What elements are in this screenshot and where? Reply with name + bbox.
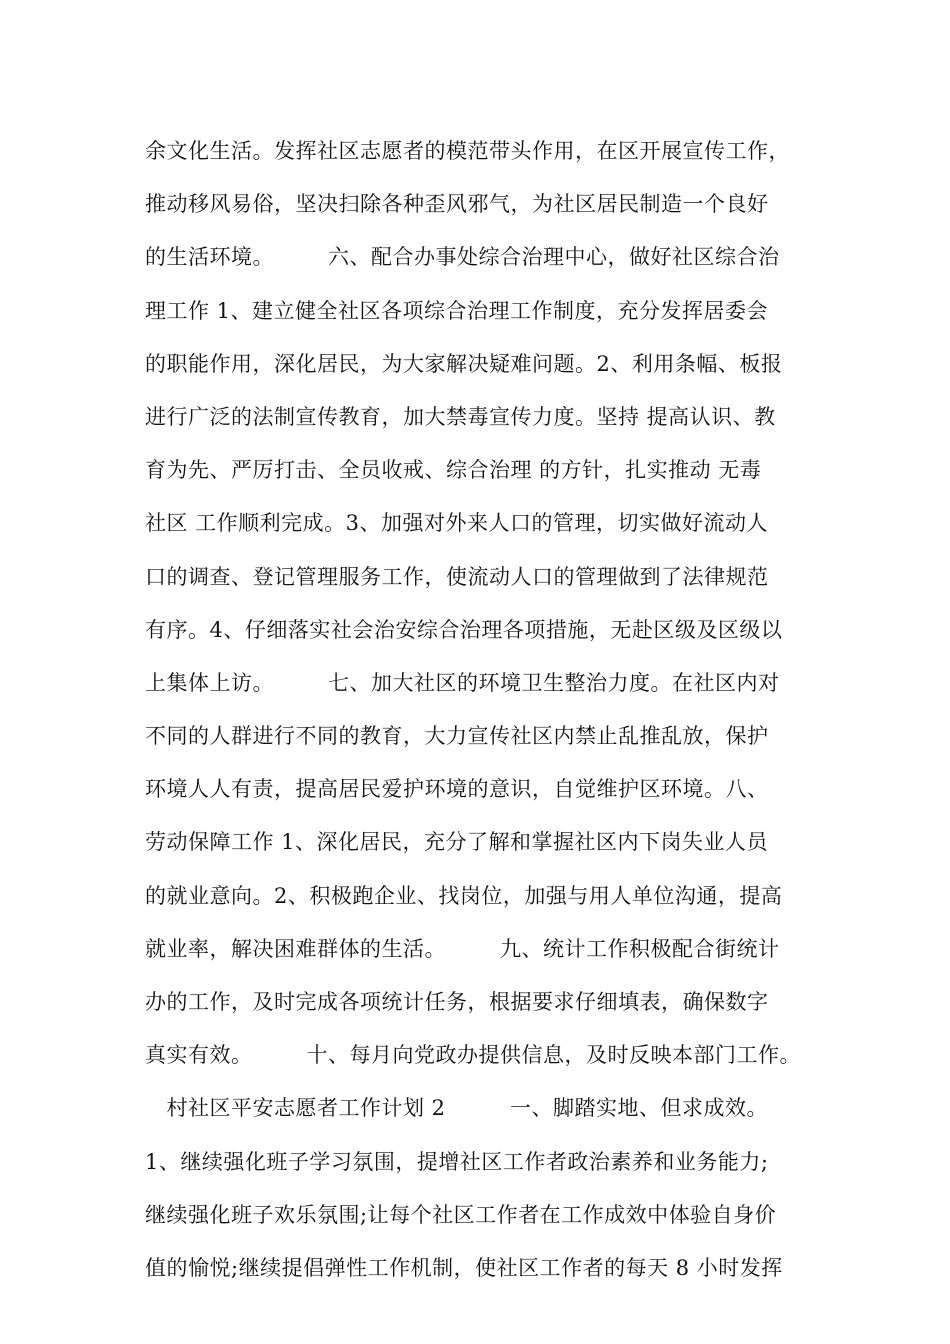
section-heading-line: 村社区平安志愿者工作计划 2 一、脚踏实地、但求成效。 bbox=[145, 1096, 769, 1121]
text-line: 余文化生活。发挥社区志愿者的模范带头作用，在区开展宣传工作， bbox=[145, 139, 790, 163]
text-line: 理工作 1、建立健全社区各项综合治理工作制度，充分发挥居委会 bbox=[145, 298, 769, 323]
text-line: 进行广泛的法制宣传教育，加大禁毒宣传力度。坚持 提高认识、教 bbox=[145, 404, 776, 429]
text-line: 的生活环境。 六、配合办事处综合治理中心，做好社区综合治 bbox=[145, 245, 780, 270]
text-line: 办的工作，及时完成各项统计任务，根据要求仔细填表，确保数字 bbox=[145, 990, 769, 1014]
text-line: 劳动保障工作 1、深化居民，充分了解和掌握社区内下岗失业人员 bbox=[145, 830, 769, 855]
text-line: 上集体上访。 七、加大社区的环境卫生整治力度。在社区内对 bbox=[145, 670, 780, 695]
text-line: 的职能作用，深化居民，为大家解决疑难问题。2、利用条幅、板报 bbox=[145, 351, 783, 376]
body-text bbox=[145, 125, 835, 1295]
text-line: 推动移风易俗，坚决扫除各种歪风邪气，为社区居民制造一个良好 bbox=[145, 192, 769, 217]
text-line: 值的愉悦;继续提倡弹性工作机制，使社区工作者的每天 8 小时发挥 bbox=[145, 1255, 783, 1280]
text-line: 继续强化班子欢乐氛围;让每个社区工作者在工作成效中体验自身价 bbox=[145, 1202, 777, 1227]
text-line: 有序。4、仔细落实社会治安综合治理各项措施，无赴区级及区级以 bbox=[145, 617, 783, 642]
text-line: 社区 工作顺利完成。3、加强对外来人口的管理，切实做好流动人 bbox=[145, 511, 769, 536]
text-line: 环境人人有责，提高居民爱护环境的意识，自觉维护区环境。八、 bbox=[145, 777, 769, 802]
text-line: 的就业意向。2、积极跑企业、找岗位，加强与用人单位沟通，提高 bbox=[145, 883, 783, 908]
text-line: 1、继续强化班子学习氛围，提增社区工作者政治素养和业务能力; bbox=[145, 1149, 769, 1174]
text-line: 不同的人群进行不同的教育，大力宣传社区内禁止乱推乱放，保护 bbox=[145, 724, 769, 749]
text-line: 口的调查、登记管理服务工作，使流动人口的管理做到了法律规范 bbox=[145, 564, 769, 589]
text-line: 真实有效。 十、每月向党政办提供信息，及时反映本部门工作。 bbox=[145, 1043, 801, 1068]
text-line: 就业率，解决困难群体的生活。 九、统计工作积极配合街统计 bbox=[145, 936, 780, 961]
text-line: 育为先、严厉打击、全员收戒、综合治理 的方针，扎实推动 无毒 bbox=[145, 458, 762, 483]
